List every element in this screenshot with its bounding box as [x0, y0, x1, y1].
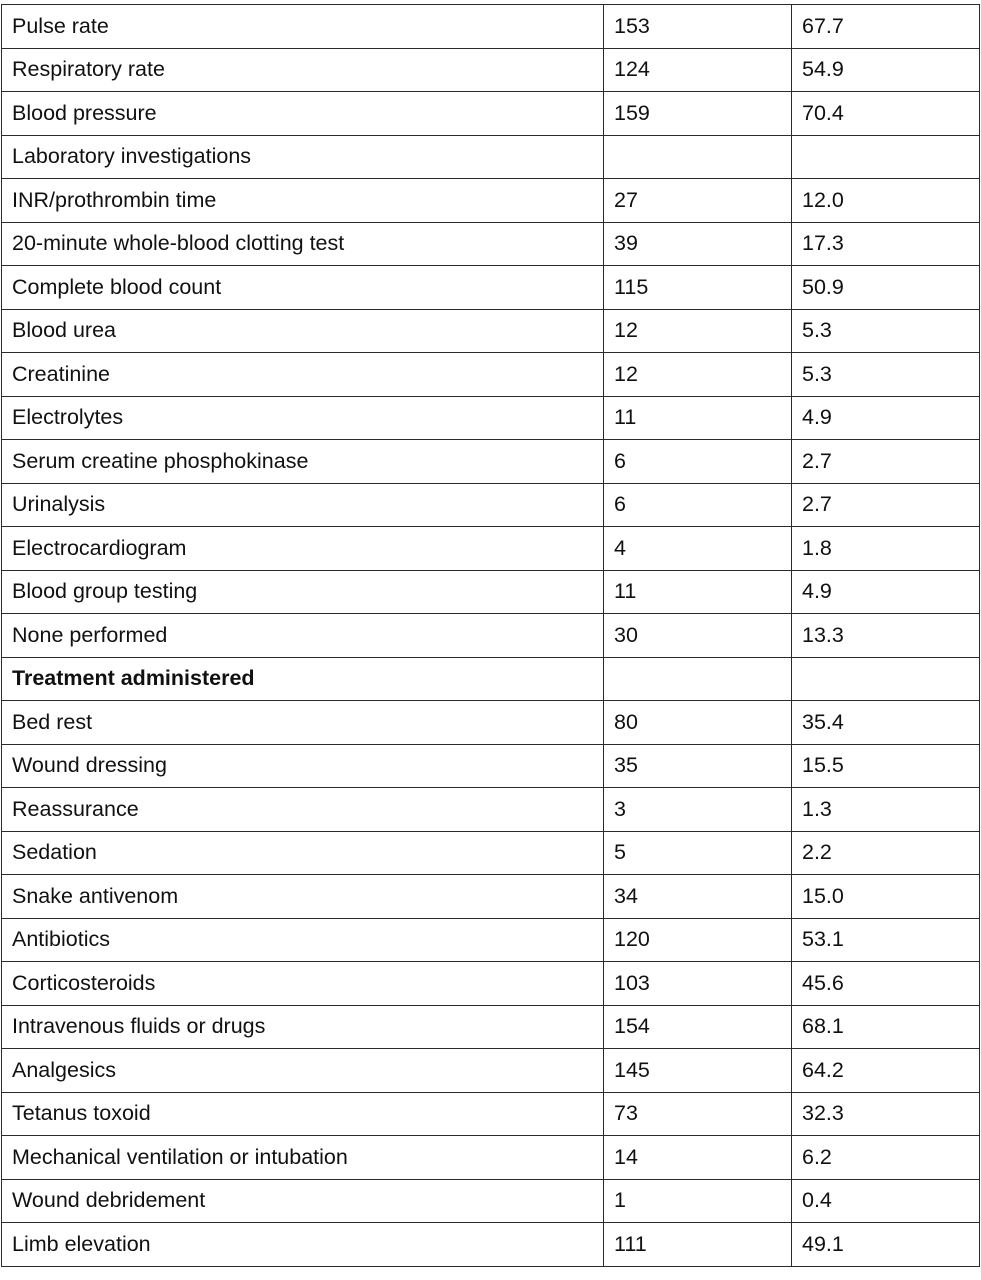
row-count-cell: 35	[604, 744, 792, 788]
table-row	[2, 1092, 980, 1136]
row-label-cell: Electrocardiogram	[2, 527, 604, 571]
table-row	[2, 1223, 980, 1267]
row-percent-cell: 6.2	[792, 1136, 980, 1180]
row-label-cell: Analgesics	[2, 1049, 604, 1093]
row-percent-cell: 17.3	[792, 222, 980, 266]
table-row	[2, 527, 980, 571]
row-label-cell: 20-minute whole-blood clotting test	[2, 222, 604, 266]
table-row	[2, 1049, 980, 1093]
row-count-cell	[604, 135, 792, 179]
row-percent-cell: 12.0	[792, 179, 980, 223]
table-row	[2, 92, 980, 136]
row-count-cell: 145	[604, 1049, 792, 1093]
row-count-cell: 11	[604, 396, 792, 440]
row-label-cell: Treatment administered	[2, 657, 604, 701]
row-label-cell: None performed	[2, 614, 604, 658]
row-percent-cell: 13.3	[792, 614, 980, 658]
table-row	[2, 1005, 980, 1049]
row-label-cell: Limb elevation	[2, 1223, 604, 1267]
row-percent-cell	[792, 135, 980, 179]
row-percent-cell: 32.3	[792, 1092, 980, 1136]
row-percent-cell: 35.4	[792, 701, 980, 745]
row-percent-cell: 50.9	[792, 266, 980, 310]
table-row	[2, 266, 980, 310]
table-row	[2, 918, 980, 962]
table-row	[2, 483, 980, 527]
row-label-cell: Pulse rate	[2, 5, 604, 49]
row-percent-cell: 70.4	[792, 92, 980, 136]
row-count-cell: 34	[604, 875, 792, 919]
row-percent-cell: 0.4	[792, 1179, 980, 1223]
data-table	[1, 4, 980, 1267]
row-label-cell: Mechanical ventilation or intubation	[2, 1136, 604, 1180]
table-row	[2, 353, 980, 397]
row-label-cell: Snake antivenom	[2, 875, 604, 919]
row-label-cell: Blood group testing	[2, 570, 604, 614]
row-percent-cell: 49.1	[792, 1223, 980, 1267]
data-table-container	[1, 4, 979, 1267]
row-percent-cell: 15.5	[792, 744, 980, 788]
table-row	[2, 831, 980, 875]
row-percent-cell: 45.6	[792, 962, 980, 1006]
row-count-cell: 12	[604, 309, 792, 353]
row-percent-cell: 4.9	[792, 396, 980, 440]
table-row	[2, 1136, 980, 1180]
row-count-cell: 111	[604, 1223, 792, 1267]
row-count-cell: 27	[604, 179, 792, 223]
row-percent-cell: 54.9	[792, 48, 980, 92]
row-percent-cell	[792, 657, 980, 701]
table-row	[2, 396, 980, 440]
row-count-cell: 80	[604, 701, 792, 745]
row-label-cell: Intravenous fluids or drugs	[2, 1005, 604, 1049]
table-row	[2, 5, 980, 49]
row-count-cell: 5	[604, 831, 792, 875]
row-count-cell: 14	[604, 1136, 792, 1180]
table-row	[2, 135, 980, 179]
row-count-cell: 1	[604, 1179, 792, 1223]
row-percent-cell: 67.7	[792, 5, 980, 49]
row-count-cell: 159	[604, 92, 792, 136]
row-count-cell: 6	[604, 440, 792, 484]
row-count-cell: 12	[604, 353, 792, 397]
row-label-cell: Antibiotics	[2, 918, 604, 962]
row-count-cell	[604, 657, 792, 701]
row-label-cell: INR/prothrombin time	[2, 179, 604, 223]
row-label-cell: Bed rest	[2, 701, 604, 745]
row-count-cell: 124	[604, 48, 792, 92]
row-percent-cell: 5.3	[792, 309, 980, 353]
row-percent-cell: 1.3	[792, 788, 980, 832]
row-label-cell: Corticosteroids	[2, 962, 604, 1006]
row-count-cell: 4	[604, 527, 792, 571]
row-count-cell: 120	[604, 918, 792, 962]
row-percent-cell: 53.1	[792, 918, 980, 962]
row-label-cell: Creatinine	[2, 353, 604, 397]
table-row	[2, 48, 980, 92]
row-label-cell: Wound debridement	[2, 1179, 604, 1223]
row-percent-cell: 1.8	[792, 527, 980, 571]
row-count-cell: 154	[604, 1005, 792, 1049]
row-label-cell: Serum creatine phosphokinase	[2, 440, 604, 484]
row-label-cell: Respiratory rate	[2, 48, 604, 92]
table-row	[2, 744, 980, 788]
row-count-cell: 153	[604, 5, 792, 49]
row-percent-cell: 2.7	[792, 483, 980, 527]
row-label-cell: Complete blood count	[2, 266, 604, 310]
row-percent-cell: 5.3	[792, 353, 980, 397]
table-row	[2, 570, 980, 614]
row-percent-cell: 4.9	[792, 570, 980, 614]
table-row	[2, 875, 980, 919]
table-row	[2, 1179, 980, 1223]
row-label-cell: Reassurance	[2, 788, 604, 832]
row-percent-cell: 15.0	[792, 875, 980, 919]
row-count-cell: 6	[604, 483, 792, 527]
row-label-cell: Tetanus toxoid	[2, 1092, 604, 1136]
row-label-cell: Electrolytes	[2, 396, 604, 440]
row-percent-cell: 64.2	[792, 1049, 980, 1093]
table-row	[2, 179, 980, 223]
table-row	[2, 440, 980, 484]
row-label-cell: Blood urea	[2, 309, 604, 353]
row-count-cell: 73	[604, 1092, 792, 1136]
table-row	[2, 962, 980, 1006]
row-label-cell: Blood pressure	[2, 92, 604, 136]
table-row	[2, 788, 980, 832]
row-count-cell: 30	[604, 614, 792, 658]
table-row	[2, 222, 980, 266]
row-count-cell: 11	[604, 570, 792, 614]
row-count-cell: 39	[604, 222, 792, 266]
row-label-cell: Sedation	[2, 831, 604, 875]
row-count-cell: 3	[604, 788, 792, 832]
row-percent-cell: 2.2	[792, 831, 980, 875]
table-row	[2, 614, 980, 658]
row-percent-cell: 2.7	[792, 440, 980, 484]
row-label-cell: Laboratory investigations	[2, 135, 604, 179]
table-row	[2, 309, 980, 353]
table-row	[2, 657, 980, 701]
row-count-cell: 103	[604, 962, 792, 1006]
row-count-cell: 115	[604, 266, 792, 310]
row-label-cell: Urinalysis	[2, 483, 604, 527]
table-row	[2, 701, 980, 745]
row-label-cell: Wound dressing	[2, 744, 604, 788]
row-percent-cell: 68.1	[792, 1005, 980, 1049]
table-body	[2, 5, 980, 1267]
